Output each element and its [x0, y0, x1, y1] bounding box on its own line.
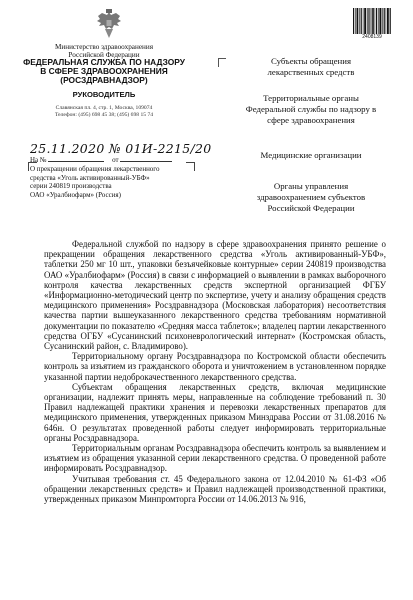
handwritten-date-number: 25.11.2020 № 01И-2215/20 [30, 141, 212, 156]
body-paragraph-4: Территориальным органам Росздравнадзора обеспечить контроль за выявлением и изъятием из обращения указанной серии лекарственного средства. О проведенной работе информировать Росздравнадзор. [44, 443, 386, 474]
addressee-1-line-1: Субъекты обращения [270, 56, 352, 66]
address-line: Славянская пл. 4, стр. 1, Москва, 109074 [55, 105, 153, 111]
no-label: На № [30, 156, 47, 164]
subject-line-2: средства «Уголь активированный-УБФ» [30, 173, 150, 182]
subject-line-4: ОАО «Уралбиофарм» (Россия) [30, 190, 121, 199]
ministry-line-1: Министерство здравоохранения [54, 43, 154, 51]
from-label: от [112, 156, 119, 164]
service-line-3: (РОСЗДРАВНАДЗОР) [60, 75, 148, 85]
addressee-2-line-2: Федеральной службы по надзору в [245, 104, 377, 114]
addressee-4-line-1: Органы управления [273, 181, 349, 191]
address-corner-mark [218, 58, 226, 67]
addressee-4 [226, 181, 396, 214]
addressee-2-line-3: сфере здравоохранения [267, 115, 355, 125]
barcode [352, 8, 392, 34]
subject-block [30, 165, 195, 199]
service-line-2: В СФЕРЕ ЗДРАВООХРАНЕНИЯ [40, 66, 168, 76]
addressee-1 [226, 56, 396, 78]
addressee-3 [226, 150, 396, 161]
addressee-4-line-2: здравоохранением субъектов [256, 192, 366, 202]
no-underline [48, 154, 104, 162]
head-title: РУКОВОДИТЕЛЬ [72, 90, 136, 99]
ministry-line-2: Российской Федерации [68, 51, 140, 59]
addressee-4-line-3: Российской Федерации [267, 203, 355, 213]
letter-body [44, 239, 386, 504]
body-paragraph-3: Субъектам обращения лекарственных средств, включая медицинские организации, надлежит принять меры, направленные на соблюдение требований п. 30 Правил надлежащей практики хранения и перевозки лекарственных препаратов для медицинского применения, утвержденных приказом Минздрава России от 31.08.2016 № 646н. О результатах проведенной работы следует информировать территориальные органы Росздравнадзора. [44, 381, 386, 443]
service-line-1: ФЕДЕРАЛЬНАЯ СЛУЖБА ПО НАДЗОРУ [23, 57, 185, 67]
subject-line-3: серии 240819 производства [30, 182, 112, 191]
from-underline [120, 154, 172, 162]
service-name [14, 58, 194, 85]
subject-line-1: О прекращении обращения лекарственного [30, 165, 160, 173]
phone-line: Телефон: (495) 698 45 38; (495) 698 15 74 [54, 112, 154, 118]
body-paragraph-2: Территориальному органу Росздравнадзора по Костромской области обеспечить контроль за изъятием из гражданского оборота и уничтожением в установленном порядке указанной партии недоброкачественного лекарственного средства. [44, 351, 386, 382]
body-paragraph-5: Учитывая требования ст. 45 Федерального закона от 12.04.2010 № 61-ФЗ «Об обращении лекарственных средств» и Правил надлежащей производственной практики, утвержденных приказом Минпромторга России от 14.06.2013 № 916, [44, 473, 386, 505]
reference-line [30, 154, 172, 164]
barcode-number: 2408139 [362, 34, 382, 40]
addressee-1-line-2: лекарственных средств [267, 67, 355, 77]
body-paragraph-1: Федеральной службой по надзору в сфере здравоохранения принято решение о прекращении обращения лекарственного средства «Уголь активированный-УБФ», таблетки 250 мг 10 шт., упаковки безъячейковые контурные» серии 240819 производства ОАО «Уралбиофарм» (Россия) в связи с информацией о выявлении в рамках выборочного контроля качества лекарственных средств экспертной организацией ФГБУ «Информационно-методический центр по экспертизе, учету и анализу обращения средств медицинского применения» Росздравнадзора (Московская лаборатория) несоответствия качества партии вышеуказанного лекарственного средства требованиям нормативной документации по показателю «Средняя масса таблеток»; владелец партии лекарственного средства ОГБУ «Сусанинский психоневрологический интернат» (Костромская область, Сусанинский район, с. Владимирово). [44, 239, 386, 352]
addressee-3-line-1: Медицинские организации [260, 150, 362, 160]
addressee-2-line-1: Территориальные органы [263, 93, 359, 103]
emblem-icon [94, 8, 124, 40]
addressee-2 [226, 93, 396, 126]
sender-address [14, 105, 194, 119]
